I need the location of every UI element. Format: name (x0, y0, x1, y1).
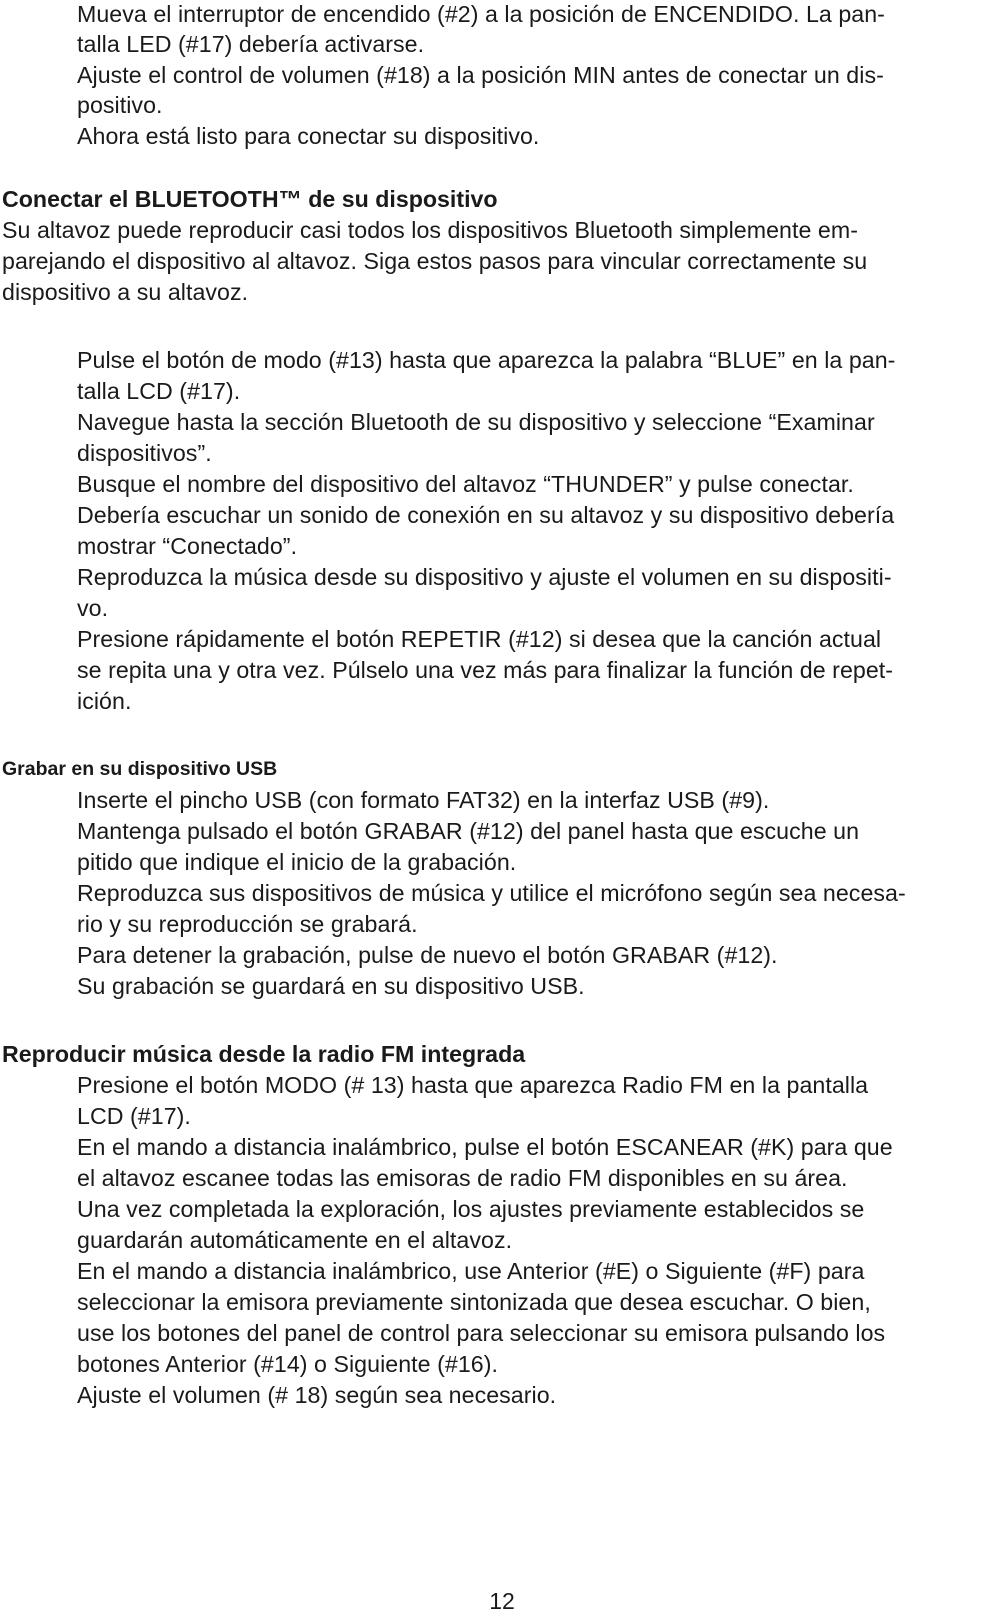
radio-step-line: LCD (#17). (77, 1103, 191, 1129)
usb-step-line: Su grabación se guardará en su dispositivo USB. (77, 973, 585, 999)
radio-step-line: Una vez completada la exploración, los ajustes previamente establecidos se (77, 1196, 865, 1222)
usb-step-line: rio y su reproducción se grabará. (77, 911, 418, 937)
bluetooth-step-line: ición. (77, 688, 132, 714)
intro-line: Ahora está listo para conectar su dispositivo. (77, 123, 540, 149)
radio-step-line: use los botones del panel de control para seleccionar su emisora pulsando los (77, 1320, 886, 1346)
bluetooth-paragraph-line: parejando el dispositivo al altavoz. Siga estos pasos para vincular correctamente su (2, 248, 868, 274)
bluetooth-step-line: talla LCD (#17). (77, 378, 241, 404)
bluetooth-paragraph-line: dispositivo a su altavoz. (2, 279, 249, 305)
usb-step-line: pitido que indique el inicio de la grabación. (77, 849, 517, 875)
bluetooth-paragraph-line: Su altavoz puede reproducir casi todos los dispositivos Bluetooth simplemente em- (2, 217, 858, 243)
bluetooth-step-line: Navegue hasta la sección Bluetooth de su dispositivo y seleccione “Examinar (77, 409, 875, 435)
section-heading-radio: Reproducir música desde la radio FM integrada (2, 1041, 526, 1067)
radio-step-line: Ajuste el volumen (# 18) según sea necesario. (77, 1382, 557, 1408)
bluetooth-step-line: Pulse el botón de modo (#13) hasta que aparezca la palabra “BLUE” en la pan- (77, 347, 896, 373)
radio-step-line: En el mando a distancia inalámbrico, use Anterior (#E) o Siguiente (#F) para (77, 1258, 865, 1284)
intro-line: positivo. (77, 92, 163, 118)
bluetooth-step-line: mostrar “Conectado”. (77, 533, 298, 559)
section-heading-bluetooth: Conectar el BLUETOOTH™ de su dispositivo (2, 186, 498, 212)
bluetooth-step-line: Debería escuchar un sonido de conexión en su altavoz y su dispositivo debería (77, 502, 895, 528)
radio-step-line: En el mando a distancia inalámbrico, pulse el botón ESCANEAR (#K) para que (77, 1134, 893, 1160)
radio-step-line: el altavoz escanee todas las emisoras de radio FM disponibles en su área. (77, 1165, 848, 1191)
intro-line: Mueva el interruptor de encendido (#2) a la posición de ENCENDIDO. La pan- (77, 1, 885, 27)
usb-step-line: Para detener la grabación, pulse de nuevo el botón GRABAR (#12). (77, 942, 778, 968)
bluetooth-step-line: Presione rápidamente el botón REPETIR (#12) si desea que la canción actual (77, 626, 882, 652)
bluetooth-step-line: dispositivos”. (77, 440, 212, 466)
usb-step-line: Inserte el pincho USB (con formato FAT32) en la interfaz USB (#9). (77, 787, 770, 813)
radio-step-line: guardarán automáticamente en el altavoz. (77, 1227, 513, 1253)
bluetooth-step-line: Reproduzca la música desde su dispositivo y ajuste el volumen en su dispositi- (77, 564, 892, 590)
bluetooth-step-line: vo. (77, 595, 109, 621)
radio-step-line: Presione el botón MODO (# 13) hasta que aparezca Radio FM en la pantalla (77, 1072, 869, 1098)
intro-line: Ajuste el control de volumen (#18) a la posición MIN antes de conectar un dis- (77, 62, 884, 88)
usb-step-line: Mantenga pulsado el botón GRABAR (#12) del panel hasta que escuche un (77, 818, 860, 844)
radio-step-line: botones Anterior (#14) o Siguiente (#16). (77, 1351, 498, 1377)
usb-step-line: Reproduzca sus dispositivos de música y utilice el micrófono según sea necesa- (77, 880, 906, 906)
bluetooth-step-line: se repita una y otra vez. Púlselo una vez más para finalizar la función de repet- (77, 657, 894, 683)
intro-line: talla LED (#17) debería activarse. (77, 31, 425, 57)
section-heading-usb: Grabar en su dispositivo USB (2, 758, 278, 780)
bluetooth-step-line: Busque el nombre del dispositivo del altavoz “THUNDER” y pulse conectar. (77, 471, 854, 497)
radio-step-line: seleccionar la emisora previamente sintonizada que desea escuchar. O bien, (77, 1289, 871, 1315)
page-number: 12 (489, 1588, 515, 1614)
